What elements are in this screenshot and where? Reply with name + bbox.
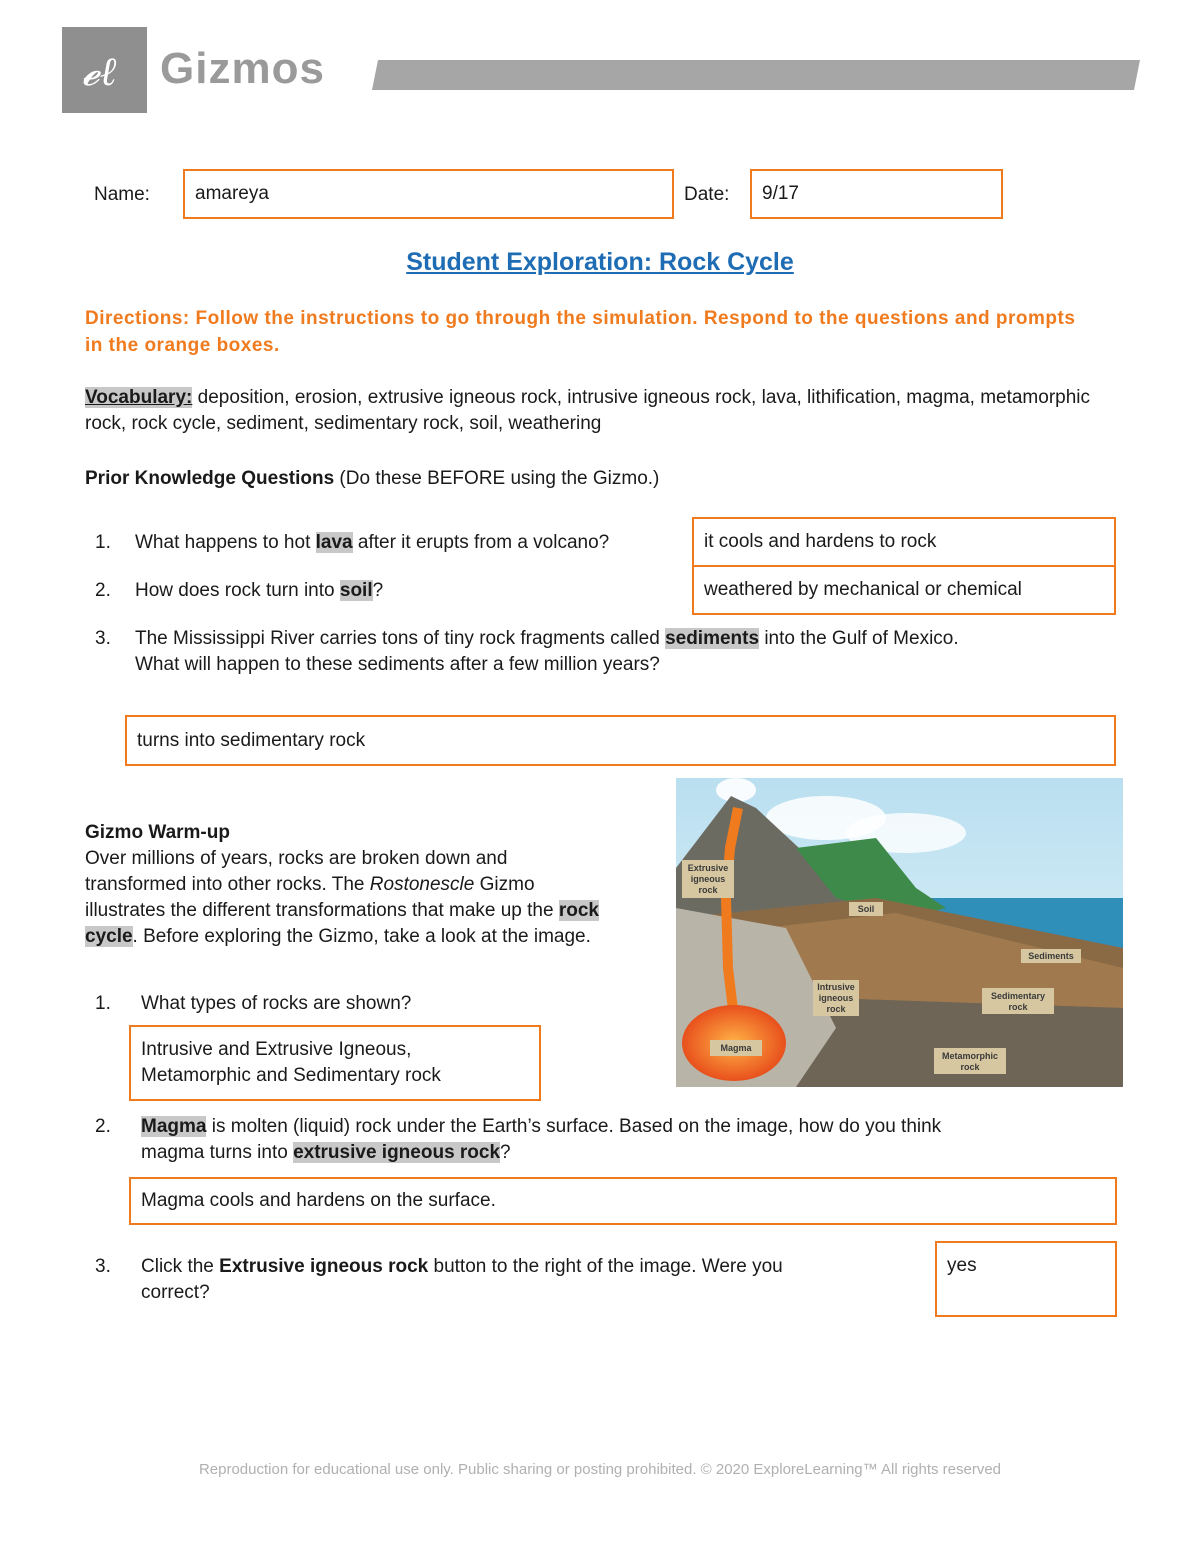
prior-q2-text: How does rock turn into soil? [135, 580, 384, 601]
prior-q1-text: What happens to hot lava after it erupts from a volcano? [135, 532, 610, 553]
name-label: Name: [94, 184, 150, 205]
label-extrusive-3: rock [698, 885, 718, 895]
prior-q1-answer-box[interactable] [692, 517, 1116, 567]
label-soil: Soil [857, 904, 875, 914]
prior-q3-text: The Mississippi River carries tons of tiny rock fragments called sediments into the Gulf of Mexico. What will happen to these sediments after a few million years? [135, 628, 959, 675]
svg-text:𝓮ℓ: 𝓮ℓ [82, 49, 117, 94]
directions: Directions: Follow the instructions to go through the simulation. Respond to the questions and prompts in the orange boxes. [85, 308, 1076, 356]
term-magma: Magma [141, 1116, 207, 1137]
date-field[interactable] [750, 169, 1003, 219]
warmup-q1-text: What types of rocks are shown? [141, 993, 412, 1014]
label-sedimentary-1: Sedimentary [990, 991, 1046, 1001]
warmup-q3-answer-box[interactable] [935, 1241, 1117, 1317]
prior-heading: Prior Knowledge Questions [85, 468, 335, 489]
warmup-heading: Gizmo Warm-up [85, 822, 230, 843]
prior-q2-answer: weathered by mechanical or chemical [704, 579, 1022, 600]
label-sedimentary-2: rock [1008, 1002, 1028, 1012]
label-intrusive-1: Intrusive [817, 982, 855, 992]
prior-q2-answer-box[interactable] [692, 565, 1116, 615]
prior-q3-answer: turns into sedimentary rock [137, 729, 366, 751]
name-field[interactable] [183, 169, 674, 219]
prior-q1-number: 1. [95, 532, 111, 553]
prior-heading-line [85, 466, 659, 492]
prior-q2-number: 2. [95, 580, 111, 601]
label-sediments: Sediments [1028, 951, 1074, 961]
prior-q3-number: 3. [95, 628, 111, 649]
term-lava: lava [315, 532, 353, 553]
term-rock: rock [558, 900, 599, 921]
date-value: 9/17 [762, 183, 799, 204]
warmup-q3-answer: yes [947, 1255, 977, 1276]
term-cycle: cycle [85, 926, 133, 947]
footer-copyright: Reproduction for educational use only. Public sharing or posting prohibited. © 2020 ExploreLearning™ All rights reserved [198, 1461, 1002, 1478]
label-intrusive-2: igneous [818, 993, 854, 1003]
term-sediments: sediments [665, 628, 760, 649]
name-value: amareya [195, 183, 269, 204]
warmup-q1-answer: Intrusive and Extrusive Igneous, Metamorphic and Sedimentary rock [141, 1039, 441, 1086]
prior-q1-answer: it cools and hardens to rock [704, 531, 937, 552]
prior-note: (Do these BEFORE using the Gizmo.) [334, 468, 660, 489]
date-label: Date: [684, 184, 730, 205]
warmup-q2-answer-box[interactable] [129, 1177, 1117, 1225]
term-extrusive-igneous-rock: extrusive igneous rock [293, 1142, 501, 1163]
brand-name: Gizmos [160, 44, 325, 93]
warmup-q2-text: Magma is molten (liquid) rock under the Earth’s surface. Based on the image, how do you think magma turns into extrusive igneous rock? [141, 1116, 942, 1163]
label-extrusive-1: Extrusive [687, 863, 729, 873]
header-bar [372, 60, 1140, 90]
warmup-q1-number: 1. [95, 993, 111, 1014]
label-metamorphic-1: Metamorphic [941, 1051, 999, 1061]
warmup-q1-answer-box[interactable] [129, 1025, 541, 1101]
warmup-q3-text: Click the Extrusive igneous rock button to the right of the image. Were you correct? [141, 1256, 783, 1303]
term-soil: soil [339, 580, 373, 601]
label-metamorphic-2: rock [960, 1062, 980, 1072]
label-intrusive-3: rock [826, 1004, 846, 1014]
gizmos-logo-icon [62, 27, 147, 113]
label-magma: Magma [720, 1043, 752, 1053]
warmup-q2-answer: Magma cools and hardens on the surface. [141, 1190, 496, 1211]
warmup-paragraph: Gizmo Warm-up Over millions of years, rocks are broken down and transformed into other rocks. The Rostonescle Gizmo illustrates the different transformations that make up the rock cycle. Before exploring the Gizmo, take a look at the image. [85, 822, 599, 947]
warmup-q3-number: 3. [95, 1256, 111, 1277]
vocabulary-label: Vocabulary: [85, 387, 193, 408]
prior-q3-answer-box[interactable] [125, 715, 1116, 766]
rock-cycle-diagram [676, 778, 1123, 1087]
page-title: Student Exploration: Rock Cycle [406, 248, 794, 276]
vocabulary-text: deposition, erosion, extrusive igneous rock, intrusive igneous rock, lava, lithification, magma, metamorphic rock, rock cycle, sediment, sedimentary rock, soil, weathering [85, 387, 1091, 434]
warmup-q2-number: 2. [95, 1116, 111, 1137]
vocabulary [85, 385, 1115, 437]
label-extrusive-2: igneous [690, 874, 726, 884]
